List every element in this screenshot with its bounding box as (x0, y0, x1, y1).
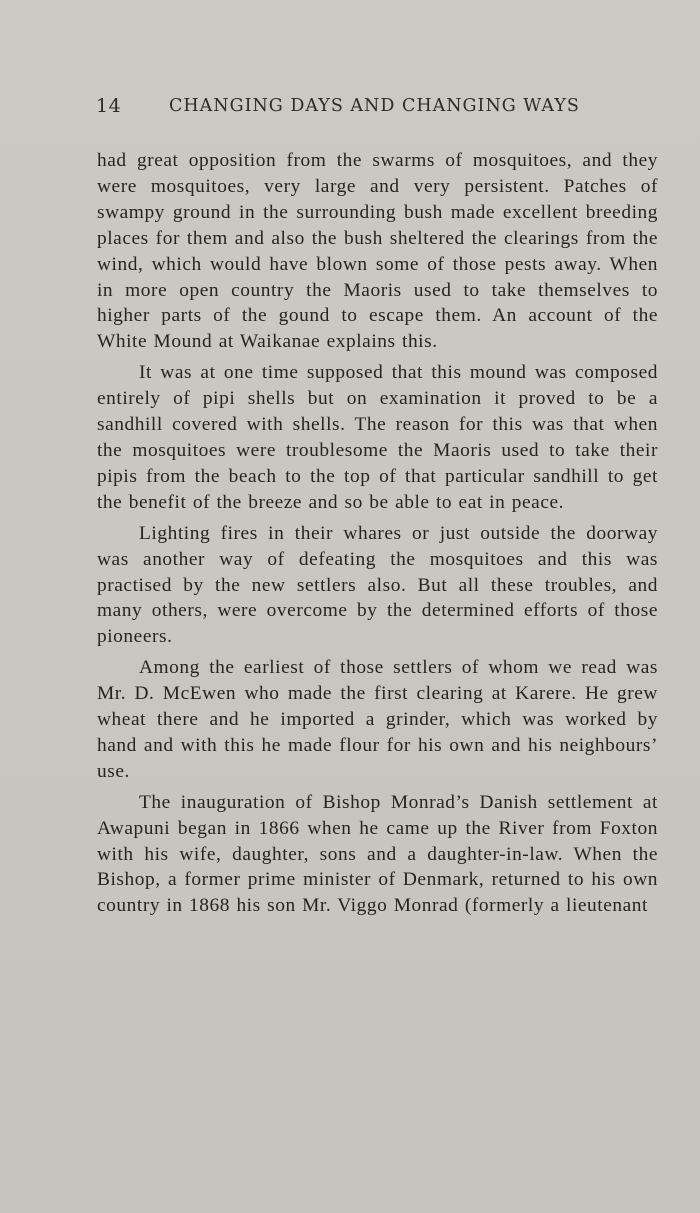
page-header (96, 95, 616, 123)
paragraph-continued: had great opposition from the swarms of mosquitoes, and they were mosquitoes, very large and very persistent. Patches of swampy ground in the surrounding bush made excellent breeding places for them and also the bush sheltered the clearings from the wind, which would have blown some of those pests away. When in more open country the Maoris used to take themselves to higher parts of the gound to escape them. An account of the White Mound at Waikanae explains this. (97, 150, 658, 353)
paragraph-earliest-settlers: Among the earliest of those settlers of whom we read was Mr. D. McEwen who made the first clearing at Karere. He grew wheat there and he imported a grinder, which was worked by hand and with this he made flour for his own and his neighbours’ use. (97, 657, 658, 782)
running-title: CHANGING DAYS AND CHANGING WAYS (169, 96, 580, 116)
page-number: 14 (96, 95, 122, 117)
paragraph-danish-settlement: The inauguration of Bishop Monrad’s Danish settlement at Awapuni began in 1866 when he came up the River from Foxton with his wife, daughter, sons and a daughter-in-law. When the Bishop, a former prime minister of Denmark, returned to his own country in 1868 his son Mr. Viggo Monrad (formerly a lieutenant (97, 791, 658, 917)
paragraph-white-mound: It was at one time supposed that this mound was composed entirely of pipi shells but on examination it proved to be a sandhill covered with shells. The reason for this was that when the mosquitoes were troublesome the Maoris used to take their pipis from the beach to the top of that particular sandhill to get the benefit of the breeze and so be able to eat in peace. (97, 362, 658, 513)
body-text (97, 148, 658, 919)
paragraph-lighting-fires: Lighting fires in their whares or just outside the doorway was another way of defeating the mosquitoes and this was practised by the new settlers also. But all these troubles, and many others, were overcome by the determined efforts of those pioneers. (97, 522, 658, 648)
